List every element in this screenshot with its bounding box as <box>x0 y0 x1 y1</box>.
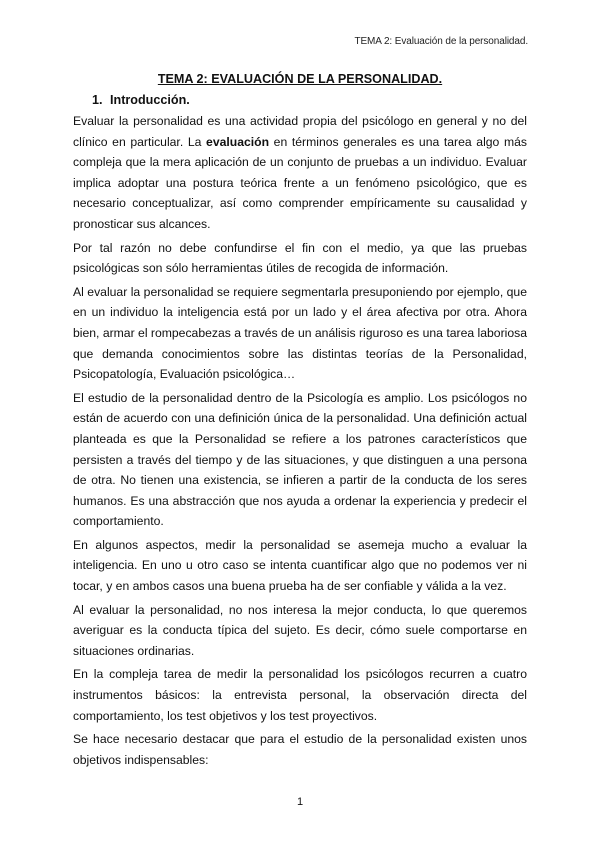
paragraph-6 <box>73 600 527 662</box>
paragraph-4 <box>73 388 527 532</box>
paragraph-2 <box>73 238 527 279</box>
running-header: TEMA 2: Evaluación de la personalidad. <box>354 36 528 47</box>
text-line: compleja que la mera aplicación de un conjunto de pruebas a un individuo. Evaluar <box>73 155 527 170</box>
body-text <box>73 111 527 773</box>
text-line <box>73 132 527 153</box>
text-line: Psicopatología, Evaluación psicológica… <box>73 367 296 382</box>
text-line: psicológicas son sólo herramientas útiles de recogida de información. <box>73 261 449 276</box>
text-line: instrumentos básicos: la entrevista personal, la observación directa del <box>73 688 527 703</box>
text-line: Por tal razón no debe confundirse el fin con el medio, ya que las pruebas <box>73 240 527 255</box>
text-line: bien, armar el rompecabezas a través de un análisis riguroso es una tarea laboriosa <box>73 325 527 340</box>
section-heading-text: Introducción. <box>110 93 190 107</box>
text-line: En algunos aspectos, medir la personalidad se asemeja mucho a evaluar la <box>73 537 527 552</box>
text-line: averiguar es la conducta típica del sujeto. Es decir, cómo suele comportarse en <box>73 623 527 638</box>
text-line: están de acuerdo con una definición única de la personalidad. Una definición actual <box>73 411 527 426</box>
text-line: objetivos indispensables: <box>73 752 209 767</box>
text-line: de otra. No tienen una existencia, se infieren a partir de la conducta de los seres <box>73 473 527 488</box>
text-line: persisten a través del tiempo y de las situaciones, y que distinguen a una persona <box>73 452 527 467</box>
section-number: 1. <box>92 93 103 107</box>
text-line: comportamiento, los test objetivos y los test proyectivos. <box>73 708 378 723</box>
text-line: necesario conceptualizar, así como comprender empíricamente su causalidad y <box>73 196 527 211</box>
page-number: 1 <box>296 796 304 808</box>
paragraph-5 <box>73 535 527 597</box>
text-line: que demanda conocimientos sobre las distintas teorías de la Personalidad, <box>73 346 527 361</box>
text-line: humanos. Es una abstracción que nos ayuda a ordenar la experiencia y predecir el <box>73 493 527 508</box>
text-run: clínico en particular. La <box>73 134 207 149</box>
text-line: comportamiento. <box>73 514 164 529</box>
text-line: inteligencia. En uno u otro caso se intenta cuantificar algo que no podemos ver ni <box>73 558 527 573</box>
text-line: Se hace necesario destacar que para el estudio de la personalidad existen unos <box>73 732 527 747</box>
text-line: Al evaluar la personalidad, no nos interesa la mejor conducta, lo que queremos <box>73 602 527 617</box>
text-line: pronosticar sus alcances. <box>73 216 211 231</box>
text-line: en un individuo la inteligencia está por un lado y el área afectiva por otra. Ahora <box>73 305 527 320</box>
text-line: El estudio de la personalidad dentro de la Psicología es amplio. Los psicólogos no <box>73 390 527 405</box>
text-run: en términos generales es una tarea algo más <box>269 134 527 149</box>
text-line: implica adoptar una postura teórica frente a un fenómeno psicológico, que es <box>73 175 527 190</box>
text-line: Evaluar la personalidad es una actividad propia del psicólogo en general y no del <box>73 114 527 128</box>
text-line: tocar, y en ambos casos una buena prueba ha de ser confiable y válida a la vez. <box>73 579 507 594</box>
text-line: planteada es que la Personalidad se refiere a los patrones característicos que <box>73 431 527 446</box>
paragraph-7 <box>73 664 527 726</box>
text-line: Al evaluar la personalidad se requiere segmentarla presuponiendo por ejemplo, que <box>73 284 527 299</box>
section-heading <box>92 93 190 107</box>
text-line: En la compleja tarea de medir la personalidad los psicólogos recurren a cuatro <box>73 667 527 682</box>
paragraph-1 <box>73 111 527 235</box>
paragraph-3 <box>73 282 527 385</box>
text-line: situaciones ordinarias. <box>73 643 195 658</box>
document-title: TEMA 2: EVALUACIÓN DE LA PERSONALIDAD. <box>157 72 443 86</box>
bold-term: evaluación <box>206 134 270 149</box>
paragraph-8 <box>73 729 527 770</box>
